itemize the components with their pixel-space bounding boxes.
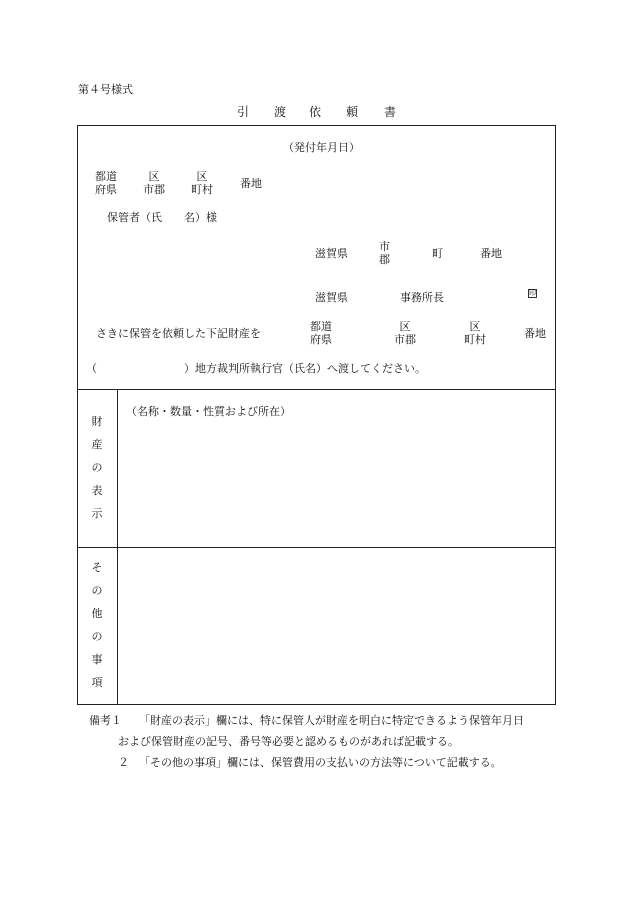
title-char: 渡 xyxy=(274,105,287,119)
issuer-town: 町 xyxy=(432,247,443,260)
label-column-divider xyxy=(117,389,118,705)
label-char: 表 xyxy=(91,484,103,497)
recipient-pref xyxy=(95,170,117,197)
court-request-text: ）地方裁判所執行官（氏名）へ渡してください。 xyxy=(184,362,426,375)
label-char: そ xyxy=(91,561,103,574)
office-pref: 滋賀県 xyxy=(315,291,348,304)
pref-bottom: 府県 xyxy=(310,333,332,347)
note2-line1: 「その他の事項」欄には、保管費用の支払いの方法等について記載する。 xyxy=(139,756,502,769)
label-char: 産 xyxy=(91,438,103,451)
title-char: 書 xyxy=(384,105,397,119)
ward-bottom: 町村 xyxy=(191,183,213,197)
request-city xyxy=(394,320,416,347)
recipient-town xyxy=(191,170,213,197)
ward-top: 区 xyxy=(399,320,411,333)
ward-top: 区 xyxy=(196,170,208,183)
property-hint: （名称・数量・性質および所在） xyxy=(126,405,291,418)
city-bottom: 郡 xyxy=(379,253,390,267)
other-label xyxy=(77,562,117,700)
city-top: 市 xyxy=(379,240,390,253)
ward-top: 区 xyxy=(469,320,481,333)
pref-top: 都道 xyxy=(95,170,117,183)
title-char: 引 xyxy=(237,105,250,119)
note2-label: ２ xyxy=(118,756,129,769)
form-number: 第４号様式 xyxy=(78,83,133,96)
issue-date: （発付年月日） xyxy=(283,141,360,154)
request-town xyxy=(464,320,486,347)
custodian-name: 保管者（氏 名）様 xyxy=(107,211,217,224)
issuer-banchi: 番地 xyxy=(480,247,502,260)
request-pref xyxy=(310,320,332,347)
label-char: の xyxy=(91,630,103,643)
court-paren-open: （ xyxy=(86,362,97,375)
label-char: 事 xyxy=(91,653,103,666)
seal-mark: 印 xyxy=(529,289,536,297)
title-char: 頼 xyxy=(346,105,359,119)
ward-bottom: 市郡 xyxy=(394,333,416,347)
ward-bottom: 市郡 xyxy=(143,183,165,197)
ward-bottom: 町村 xyxy=(464,333,486,347)
label-char: 項 xyxy=(91,676,103,689)
issuer-pref: 滋賀県 xyxy=(315,247,348,260)
label-char: の xyxy=(91,584,103,597)
office-chief: 事務所長 xyxy=(400,291,444,304)
property-label xyxy=(77,416,117,531)
ward-top: 区 xyxy=(148,170,160,183)
divider-property xyxy=(77,547,556,548)
request-text: さきに保管を依頼した下記財産を xyxy=(96,327,261,340)
note1-line2: および保管財産の記号、番号等必要と認めるものがあれば記載する。 xyxy=(118,735,459,748)
issuer-city xyxy=(379,240,390,267)
recipient-city xyxy=(143,170,165,197)
pref-top: 都道 xyxy=(310,320,332,333)
label-char: 他 xyxy=(91,607,103,620)
recipient-banchi: 番地 xyxy=(240,177,262,190)
pref-bottom: 府県 xyxy=(95,183,117,197)
label-char: 財 xyxy=(91,415,103,428)
label-char: の xyxy=(91,461,103,474)
title-char: 依 xyxy=(309,105,322,119)
note1-label: 備考１ xyxy=(89,714,122,727)
note1-line1: 「財産の表示」欄には、特に保管人が財産を明白に特定できるよう保管年月日 xyxy=(139,714,524,727)
request-banchi: 番地 xyxy=(524,327,546,340)
label-char: 示 xyxy=(91,507,103,520)
document-title xyxy=(237,106,396,118)
divider-header xyxy=(77,389,556,390)
